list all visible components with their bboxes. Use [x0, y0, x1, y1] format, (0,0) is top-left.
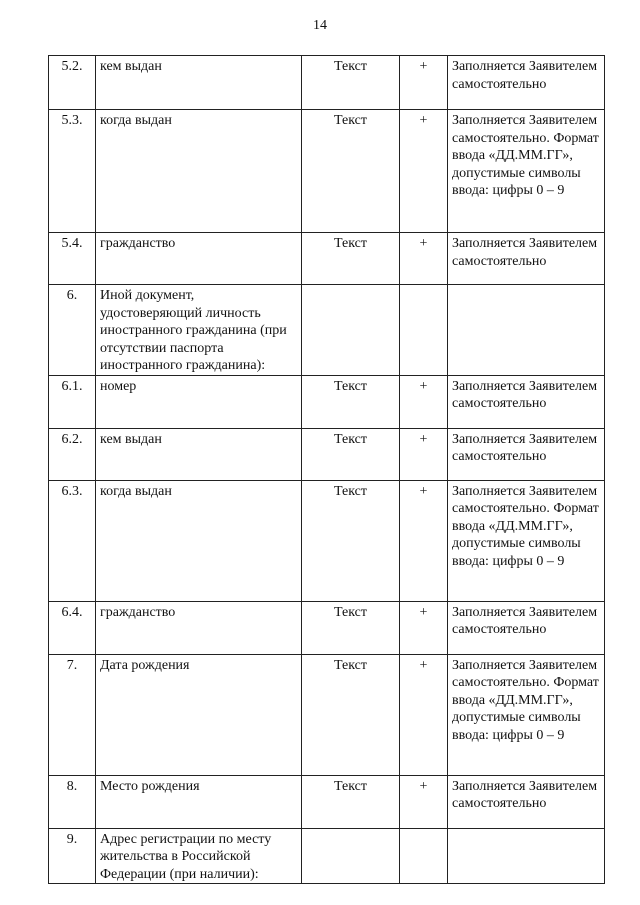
field-name: Иной документ, удостоверяющий личность иностранного гражданина (при отсутствии паспорта иностранного гражданина):: [96, 285, 302, 376]
field-type: Текст: [302, 110, 400, 233]
required-mark: +: [400, 775, 448, 828]
table-row: [49, 828, 605, 884]
field-type: Текст: [302, 56, 400, 110]
required-mark: +: [400, 110, 448, 233]
field-name: Дата рождения: [96, 654, 302, 775]
field-name: номер: [96, 375, 302, 428]
field-note: Заполняется Заявителем самостоятельно: [448, 375, 605, 428]
table-row: [49, 654, 605, 775]
required-mark: [400, 285, 448, 376]
table-row: [49, 601, 605, 654]
table-row: [49, 480, 605, 601]
table-row: [49, 775, 605, 828]
field-type: Текст: [302, 601, 400, 654]
required-mark: +: [400, 56, 448, 110]
row-number: 6.3.: [49, 480, 96, 601]
table-row: [49, 285, 605, 376]
requirements-table: [48, 55, 605, 884]
row-number: 6.1.: [49, 375, 96, 428]
field-note: [448, 828, 605, 884]
table-row: [49, 56, 605, 110]
field-name: гражданство: [96, 601, 302, 654]
table-row: [49, 110, 605, 233]
field-name: кем выдан: [96, 56, 302, 110]
field-note: Заполняется Заявителем самостоятельно. Формат ввода «ДД.ММ.ГГ», допустимые символы ввода: цифры 0 – 9: [448, 480, 605, 601]
field-name: кем выдан: [96, 428, 302, 480]
field-type: Текст: [302, 428, 400, 480]
table-row: [49, 233, 605, 285]
field-name: гражданство: [96, 233, 302, 285]
row-number: 8.: [49, 775, 96, 828]
row-number: 5.2.: [49, 56, 96, 110]
row-number: 5.3.: [49, 110, 96, 233]
field-type: Текст: [302, 480, 400, 601]
field-note: Заполняется Заявителем самостоятельно: [448, 775, 605, 828]
row-number: 5.4.: [49, 233, 96, 285]
required-mark: +: [400, 601, 448, 654]
field-note: Заполняется Заявителем самостоятельно: [448, 233, 605, 285]
row-number: 6.4.: [49, 601, 96, 654]
field-type: Текст: [302, 775, 400, 828]
row-number: 6.2.: [49, 428, 96, 480]
table-row: [49, 375, 605, 428]
field-note: Заполняется Заявителем самостоятельно. Формат ввода «ДД.ММ.ГГ», допустимые символы ввода: цифры 0 – 9: [448, 110, 605, 233]
table-row: [49, 428, 605, 480]
field-type: Текст: [302, 375, 400, 428]
field-note: Заполняется Заявителем самостоятельно. Формат ввода «ДД.ММ.ГГ», допустимые символы ввода: цифры 0 – 9: [448, 654, 605, 775]
required-mark: +: [400, 480, 448, 601]
row-number: 6.: [49, 285, 96, 376]
page-number: 14: [313, 18, 327, 33]
row-number: 7.: [49, 654, 96, 775]
field-type: [302, 828, 400, 884]
field-type: [302, 285, 400, 376]
field-name: Адрес регистрации по месту жительства в Российской Федерации (при наличии):: [96, 828, 302, 884]
field-name: Место рождения: [96, 775, 302, 828]
required-mark: +: [400, 375, 448, 428]
required-mark: [400, 828, 448, 884]
required-mark: +: [400, 428, 448, 480]
field-note: Заполняется Заявителем самостоятельно: [448, 428, 605, 480]
field-note: Заполняется Заявителем самостоятельно: [448, 601, 605, 654]
field-name: когда выдан: [96, 110, 302, 233]
field-note: Заполняется Заявителем самостоятельно: [448, 56, 605, 110]
field-note: [448, 285, 605, 376]
field-type: Текст: [302, 654, 400, 775]
required-mark: +: [400, 654, 448, 775]
row-number: 9.: [49, 828, 96, 884]
field-name: когда выдан: [96, 480, 302, 601]
required-mark: +: [400, 233, 448, 285]
field-type: Текст: [302, 233, 400, 285]
